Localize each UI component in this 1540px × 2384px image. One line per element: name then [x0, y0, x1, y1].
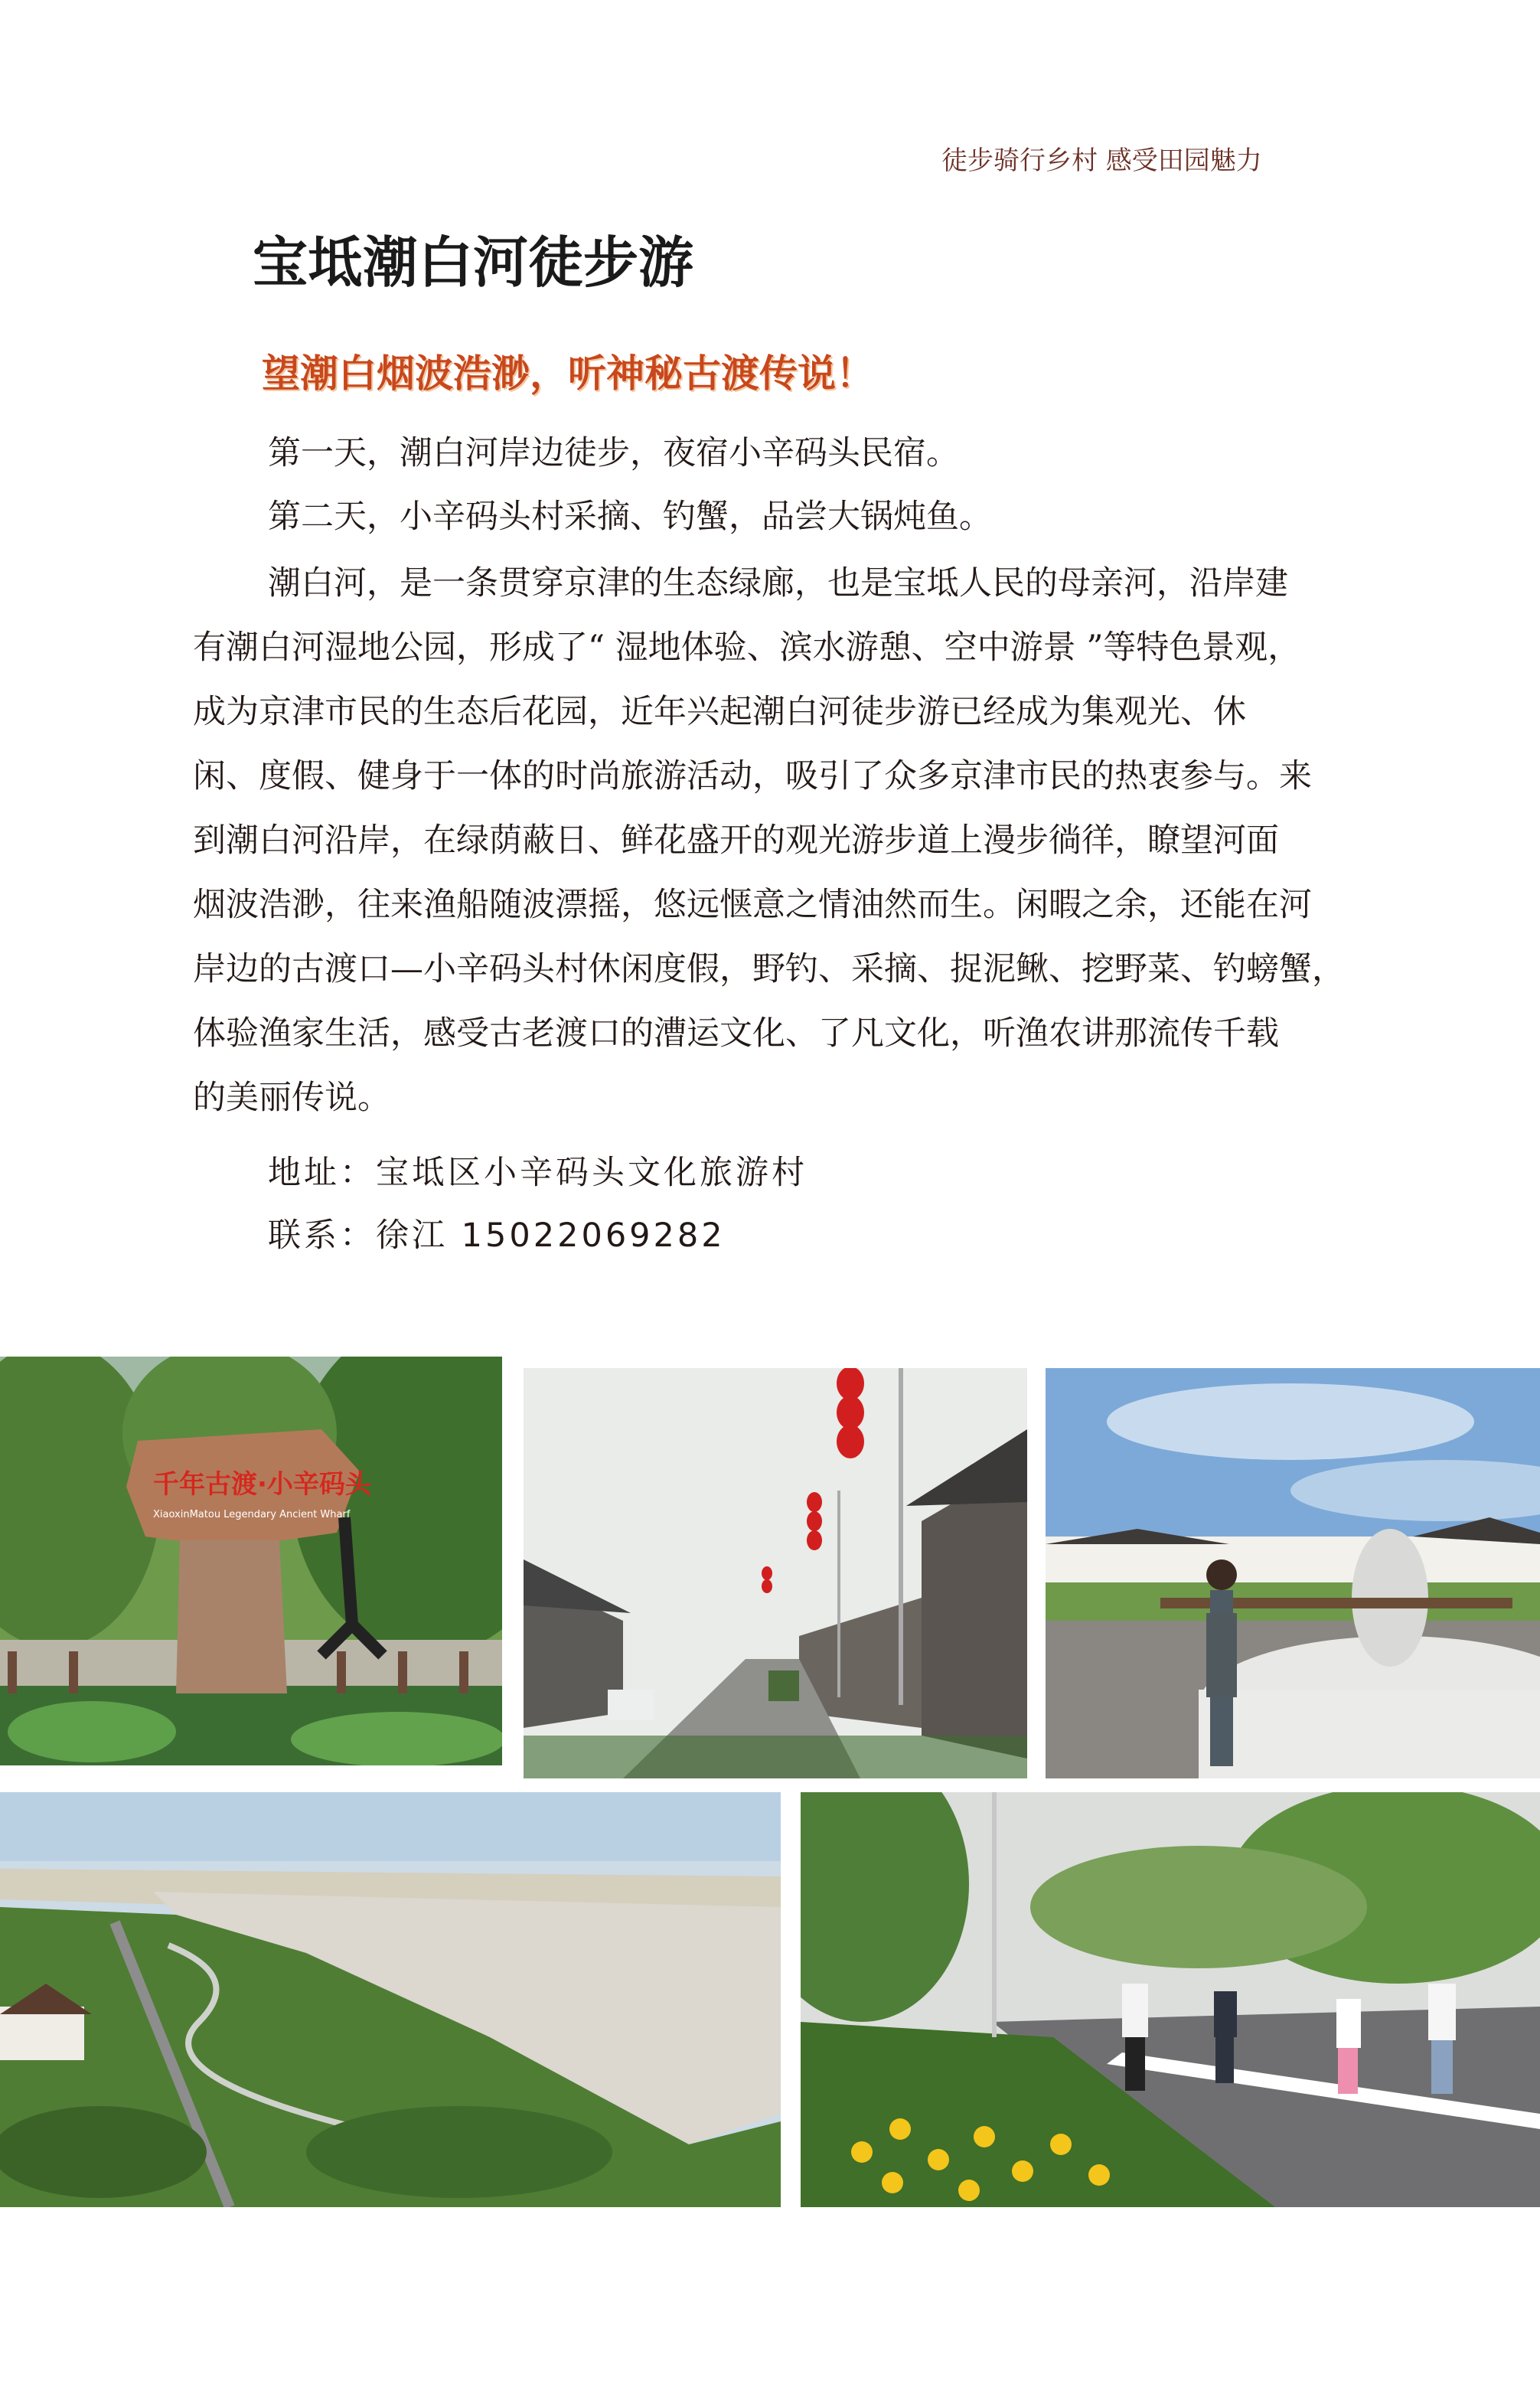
body-line: 岸边的古渡口—小辛码头村休闲度假，野钓、采摘、捉泥鳅、挖野菜、钓螃蟹， — [193, 950, 1345, 988]
photo-millstone — [1046, 1368, 1540, 1778]
body-line: 有潮白河湿地公园，形成了“ 湿地体验、滨水游憩、空中游景 ”等特色景观， — [193, 629, 1301, 667]
body-line: 闲、度假、健身于一体的时尚旅游活动，吸引了众多京津市民的热衷参与。来 — [193, 757, 1312, 795]
body-line: 体验渔家生活，感受古老渡口的漕运文化、了凡文化，听渔农讲那流传千载 — [193, 1014, 1279, 1053]
body-line: 的美丽传说。 — [193, 1079, 390, 1117]
body-line: 烟波浩渺，往来渔船随波漂摇，悠远惬意之情油然而生。闲暇之余，还能在河 — [193, 886, 1312, 924]
itinerary-day2: 第二天，小辛码头村采摘、钓蟹，品尝大锅炖鱼。 — [268, 498, 992, 536]
photo-hikers — [801, 1792, 1540, 2207]
article-subtitle: 望潮白烟波浩渺，听神秘古渡传说！ — [262, 351, 874, 396]
address-line: 地址：宝坻区小辛码头文化旅游村 — [268, 1154, 808, 1192]
photo-stone-sign — [0, 1357, 502, 1765]
itinerary-day1: 第一天，潮白河岸边徒步，夜宿小辛码头民宿。 — [268, 434, 959, 472]
body-line: 潮白河，是一条贯穿京津的生态绿廊，也是宝坻人民的母亲河，沿岸建 — [268, 564, 1288, 603]
body-line: 成为京津市民的生态后花园，近年兴起潮白河徒步游已经成为集观光、休 — [193, 693, 1246, 731]
page-title: 宝坻潮白河徒步游 — [253, 230, 694, 295]
contact-line: 联系：徐江 15022069282 — [268, 1216, 726, 1255]
stone-sign-text: 千年古渡·小辛码头 — [153, 1469, 371, 1500]
header-tagline: 徒步骑行乡村 感受田园魅力 — [941, 145, 1262, 176]
photo-village-street — [524, 1368, 1027, 1778]
body-line: 到潮白河沿岸，在绿荫蔽日、鲜花盛开的观光游步道上漫步徜徉，瞭望河面 — [193, 821, 1279, 860]
stone-sign-subtext: XiaoxinMatou Legendary Ancient Wharf — [153, 1509, 351, 1520]
photo-river-aerial — [0, 1792, 781, 2207]
